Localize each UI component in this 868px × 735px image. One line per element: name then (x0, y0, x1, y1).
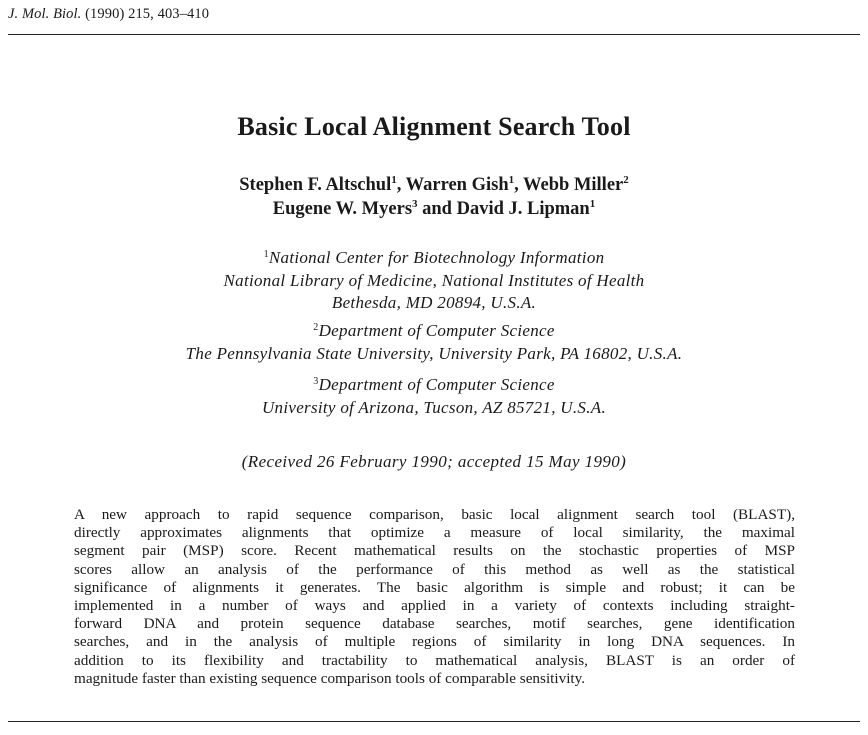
affiliation-2 (0, 320, 868, 365)
affiliation-text: Department of Computer Science (318, 375, 555, 394)
paper-title: Basic Local Alignment Search Tool (237, 112, 631, 141)
affiliation-1 (0, 247, 868, 315)
affiliation-marker: 1 (263, 249, 269, 260)
affiliation-line (0, 320, 868, 343)
author-name: Stephen F. Altschul (239, 175, 392, 195)
abstract-line: segment pair (MSP) score. Recent mathematical results on the stochastic properties of MSP (74, 542, 795, 560)
author-line-1 (0, 173, 868, 197)
author-affiliation-marker: 1 (508, 174, 515, 186)
abstract-line: scores allow an analysis of the performance of this method as well as the statistical (74, 560, 795, 578)
affiliation-line: National Library of Medicine, National Institutes of Health (223, 270, 645, 290)
abstract-line: addition to its flexibility and tractability to mathematical analysis, BLAST is an order of (74, 651, 795, 669)
author-separator: and (417, 199, 457, 219)
author-line-2 (0, 197, 868, 221)
running-head (8, 6, 209, 23)
affiliation-line: University of Arizona, Tucson, AZ 85721, U.S.A. (261, 397, 607, 417)
journal-name: J. Mol. Biol. (8, 6, 82, 22)
header-rule (8, 34, 860, 35)
author-name: Eugene W. Myers (272, 199, 413, 219)
affiliation-line (0, 247, 868, 270)
abstract-line: A new approach to rapid sequence comparison, basic local alignment search tool (BLAST), (74, 506, 795, 523)
affiliation-text: National Center for Biotechnology Information (268, 248, 605, 267)
affiliation-marker: 2 (313, 322, 319, 333)
affiliation-text: Department of Computer Science (318, 321, 555, 340)
author-affiliation-marker: 1 (589, 198, 596, 210)
affiliation-line: Bethesda, MD 20894, U.S.A. (331, 293, 537, 312)
author-affiliation-marker: 1 (391, 174, 397, 186)
author-name: Warren Gish (405, 175, 509, 195)
abstract-line: significance of alignments it generates. The basic algorithm is simple and robust; it can be (74, 578, 795, 596)
affiliation-3 (0, 374, 868, 419)
author-separator: , (396, 175, 406, 195)
author-affiliation-marker: 2 (623, 174, 629, 186)
abstract (74, 506, 795, 688)
citation: (1990) 215, 403–410 (85, 6, 210, 22)
author-name: Webb Miller (523, 175, 624, 195)
affiliation-marker: 3 (313, 376, 319, 387)
abstract-line: magnitude faster than existing sequence comparison tools of comparable sensitivity. (74, 669, 586, 687)
affiliation-line (0, 374, 868, 397)
abstract-line: directly approximates alignments that optimize a measure of local similarity, the maximal (74, 524, 795, 542)
author-separator: , (514, 175, 524, 195)
received-dates: (Received 26 February 1990; accepted 15 May 1990) (241, 452, 627, 471)
abstract-line: forward DNA and protein sequence database searches, motif searches, gene identification (74, 615, 795, 633)
affiliation-line: The Pennsylvania State University, University Park, PA 16802, U.S.A. (185, 343, 683, 363)
abstract-line: searches, and in the analysis of multiple regions of similarity in long DNA sequences. In (74, 633, 795, 651)
author-name: David J. Lipman (456, 199, 590, 219)
author-list (0, 173, 868, 221)
footer-rule (8, 721, 860, 722)
abstract-line: implemented in a number of ways and applied in a variety of contexts including straight- (74, 597, 795, 615)
author-affiliation-marker: 3 (412, 198, 418, 210)
